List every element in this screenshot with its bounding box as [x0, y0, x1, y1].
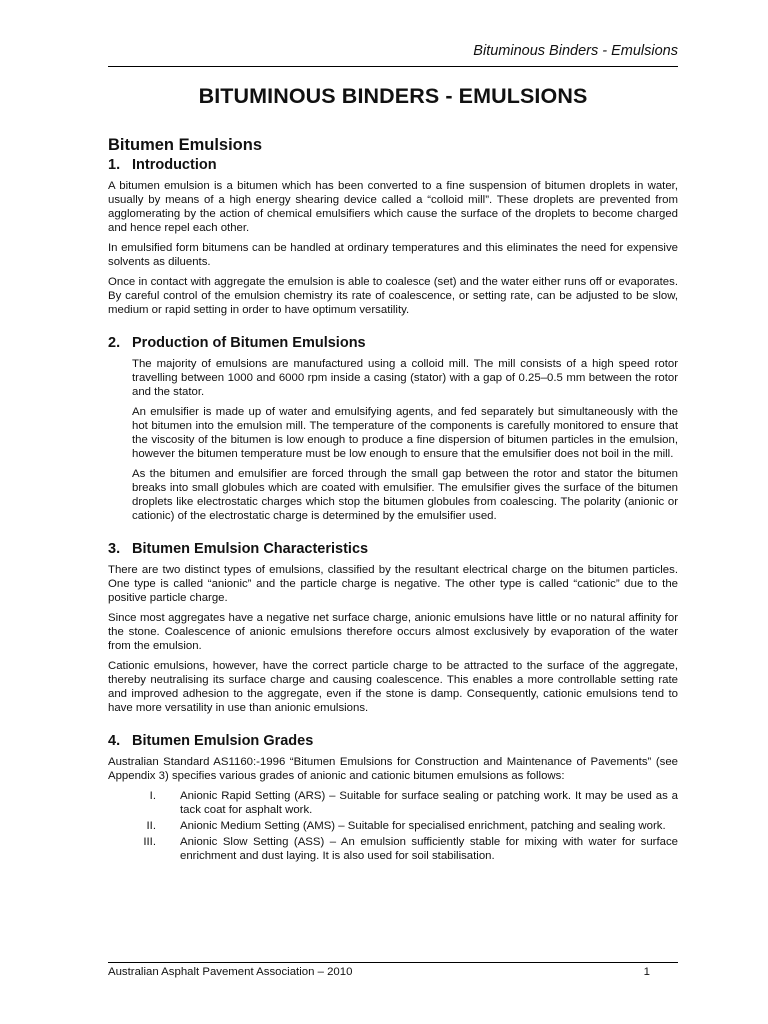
paragraph: An emulsifier is made up of water and emulsifying agents, and fed separately but simultaneously with the hot bitumen into the emulsion mill. The temperature of the components is carefully monitored to ensure that the viscosity of the bitumen is low enough to produce a fine dispersion of bitumen particles in the emulsion, however the bitumen temperature must be low enough to ensure that the emulsifier does not boil in the mill.	[132, 406, 678, 460]
heading-number: 3.	[108, 541, 121, 557]
list-item-text: Anionic Slow Setting (ASS) – An emulsion sufficiently stable for mixing with water for surface enrichment and dust laying. It is also used for soil stabilisation.	[180, 836, 678, 862]
footer-organisation: Australian Asphalt Pavement Association – 2010	[108, 966, 353, 978]
list-item	[108, 835, 678, 863]
paragraph: There are two distinct types of emulsions, classified by the resultant electrical charge on the bitumen particles. One type is called “anionic” and the particle charge is negative. The other type is called “cationic” due to the positive particle charge.	[108, 564, 678, 604]
heading-number: 1.	[108, 157, 121, 173]
document-body	[108, 136, 678, 865]
document-title: BITUMINOUS BINDERS - EMULSIONS	[198, 84, 588, 108]
heading-introduction	[108, 157, 678, 173]
header-rule	[108, 66, 678, 67]
heading-grades	[108, 733, 678, 749]
list-item-number: II.	[146, 820, 156, 832]
heading-number: 4.	[108, 733, 121, 749]
paragraph: A bitumen emulsion is a bitumen which has been converted to a fine suspension of bitumen droplets in water, usually by means of a high energy shearing device called a “colloid mill”. These droplets are prevented from agglomerating by the action of chemical emulsifiers which cause the surface of the droplets to become charged and hence repel each other.	[108, 180, 678, 234]
heading-number: 2.	[108, 335, 121, 351]
paragraph: In emulsified form bitumens can be handled at ordinary temperatures and this eliminates the need for expensive solvents as diluents.	[108, 242, 678, 268]
footer-rule	[108, 962, 678, 963]
heading-text: Bitumen Emulsion Grades	[132, 733, 314, 749]
heading-production	[108, 335, 678, 351]
paragraph: Cationic emulsions, however, have the correct particle charge to be attracted to the surface of the aggregate, thereby neutralising its surface charge and causing coalescence. This enables a more controllable setting rate and improved adhesion to the aggregate, even if the stone is damp. Consequently, cationic emulsions tend to have more versatility in use than anionic emulsions.	[108, 660, 678, 714]
paragraph: The majority of emulsions are manufactured using a colloid mill. The mill consists of a high speed rotor travelling between 1000 and 6000 rpm inside a casing (stator) with a gap of 0.25–0.5 mm between the rotor and the stator.	[132, 358, 678, 398]
list-item	[108, 819, 678, 833]
paragraph: As the bitumen and emulsifier are forced through the small gap between the rotor and stator the bitumen breaks into small globules which are coated with emulsifier. The emulsifier gives the surface of the bitumen droplets like electrostatic charges which stop the bitumen globules from coalescing. The polarity (anionic or cationic) of the electrostatic charge is determined by the emulsifier used.	[132, 468, 678, 522]
heading-text: Bitumen Emulsion Characteristics	[132, 541, 369, 557]
list-item-number: III.	[143, 836, 156, 848]
list-item	[108, 789, 678, 817]
heading-characteristics	[108, 541, 678, 557]
page-number: 1	[643, 966, 650, 978]
paragraph: Since most aggregates have a negative net surface charge, anionic emulsions have little or no natural affinity for the stone. Coalescence of anionic emulsions therefore occurs almost exclusively by evaporation of the water from the emulsion.	[108, 612, 678, 652]
section-title: Bitumen Emulsions	[108, 136, 263, 154]
list-item-text: Anionic Rapid Setting (ARS) – Suitable for surface sealing or patching work. It may be used as a tack coat for asphalt work.	[180, 790, 678, 816]
running-header: Bituminous Binders - Emulsions	[473, 43, 678, 59]
list-item-number: I.	[149, 790, 156, 802]
paragraph: Once in contact with aggregate the emulsion is able to coalesce (set) and the water either runs off or evaporates. By careful control of the emulsion chemistry its rate of coalescence, or setting rate, can be adjusted to be slow, medium or rapid setting in order to have optimum versatility.	[108, 276, 678, 316]
list-item-text: Anionic Medium Setting (AMS) – Suitable for specialised enrichment, patching and sealing work.	[180, 820, 666, 832]
paragraph: Australian Standard AS1160:-1996 “Bitumen Emulsions for Construction and Maintenance of Pavements” (see Appendix 3) specifies various grades of anionic and cationic bitumen emulsions as follows:	[108, 756, 678, 782]
heading-text: Production of Bitumen Emulsions	[132, 335, 366, 351]
heading-text: Introduction	[132, 157, 217, 173]
